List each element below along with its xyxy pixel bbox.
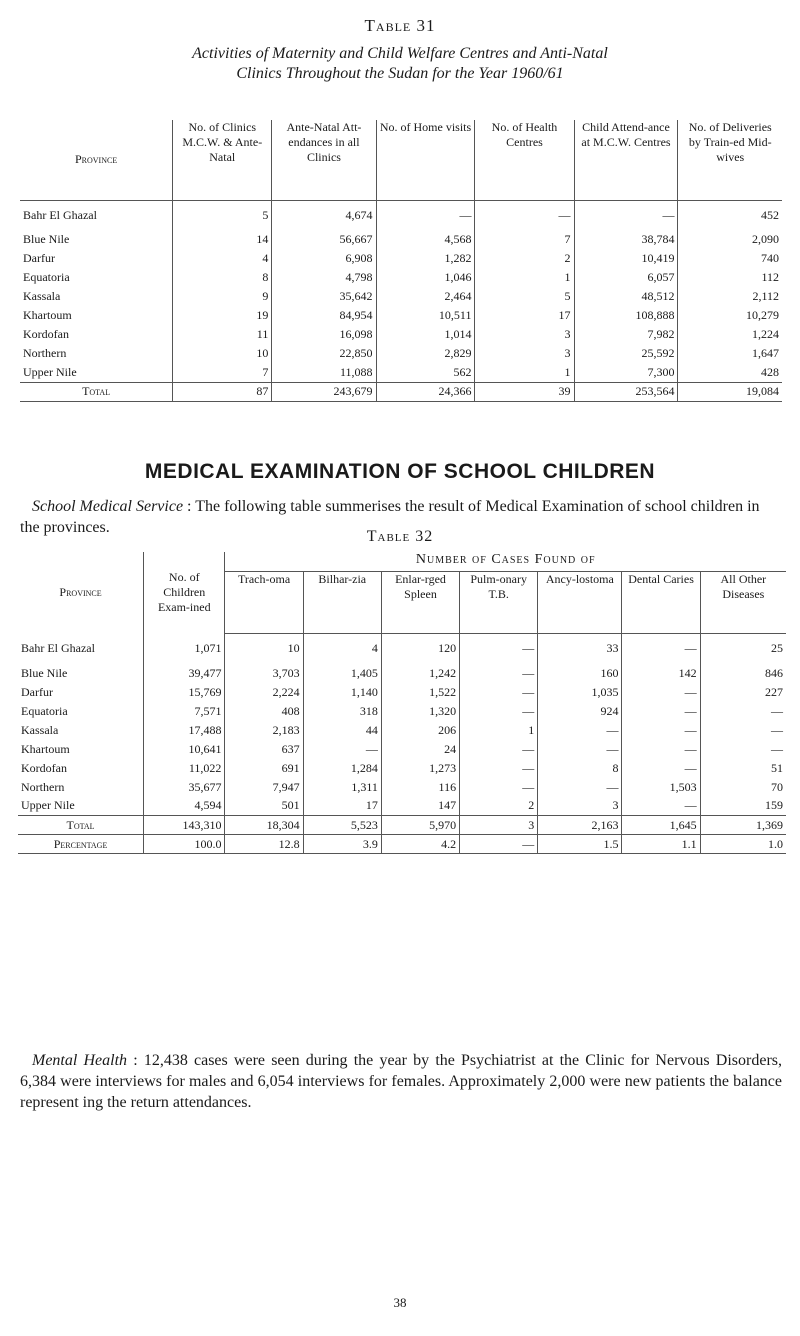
- school-exam-value-cell: 12.8: [225, 835, 303, 854]
- school-exam-table: [18, 552, 786, 854]
- school-exam-group-header: [18, 552, 786, 572]
- maternity-value-cell: 5: [173, 200, 272, 230]
- maternity-value-cell: 1,647: [678, 344, 782, 363]
- school-exam-value-cell: 2,224: [225, 683, 303, 702]
- maternity-row: [20, 200, 782, 230]
- maternity-province-cell: Khartoum: [23, 308, 72, 322]
- page-number: 38: [393, 1295, 407, 1310]
- maternity-value-cell: 112: [678, 268, 782, 287]
- school-exam-value-cell: —: [622, 721, 700, 740]
- maternity-province-cell: Equatoria: [23, 270, 70, 284]
- maternity-value-cell: —: [574, 200, 678, 230]
- table31-caption: [30, 44, 770, 84]
- school-exam-value-cell: 5,970: [381, 816, 459, 835]
- school-exam-value-cell: —: [460, 702, 538, 721]
- school-exam-value-cell: 120: [381, 634, 459, 664]
- maternity-value-cell: 16,098: [272, 325, 376, 344]
- maternity-province-cell: Bahr El Ghazal: [23, 207, 97, 222]
- maternity-row: [20, 363, 782, 382]
- maternity-value-cell: 253,564: [574, 382, 678, 401]
- school-exam-value-cell: —: [622, 797, 700, 816]
- school-exam-value-cell: 17: [303, 797, 381, 816]
- table31-caption-line2: Clinics Throughout the Sudan for the Year 1960/61: [236, 65, 564, 82]
- maternity-value-cell: 4,798: [272, 268, 376, 287]
- school-exam-value-cell: 1,071: [144, 634, 225, 664]
- school-exam-value-cell: 35,677: [144, 778, 225, 797]
- col-deliveries: No. of Deliveries by Train-ed Mid-wives: [678, 120, 782, 200]
- school-exam-province-cell: Kordofan: [21, 760, 67, 775]
- school-exam-value-cell: 160: [538, 664, 622, 683]
- school-exam-value-cell: 33: [538, 634, 622, 664]
- maternity-value-cell: 10: [173, 344, 272, 363]
- maternity-value-cell: 17: [475, 306, 574, 325]
- school-exam-province-cell: Equatoria: [21, 703, 68, 718]
- school-exam-value-cell: 44: [303, 721, 381, 740]
- school-exam-value-cell: 1,284: [303, 759, 381, 778]
- maternity-row: [20, 382, 782, 401]
- school-exam-value-cell: —: [460, 683, 538, 702]
- school-exam-value-cell: —: [700, 721, 786, 740]
- school-exam-value-cell: 1,242: [381, 664, 459, 683]
- maternity-value-cell: 56,667: [272, 230, 376, 249]
- maternity-row: [20, 287, 782, 306]
- col2-province: Province: [59, 585, 102, 600]
- maternity-row: [20, 325, 782, 344]
- maternity-value-cell: 1: [475, 363, 574, 382]
- school-exam-province-cell: Total: [18, 816, 144, 835]
- school-exam-value-cell: 4.2: [381, 835, 459, 854]
- school-exam-row: [18, 634, 786, 664]
- maternity-value-cell: 5: [475, 287, 574, 306]
- school-exam-value-cell: 924: [538, 702, 622, 721]
- school-exam-province-cell: Kassala: [21, 722, 59, 737]
- school-exam-value-cell: 5,523: [303, 816, 381, 835]
- maternity-value-cell: 1,282: [376, 249, 475, 268]
- maternity-province-cell: Darfur: [23, 251, 55, 265]
- school-exam-value-cell: 1.1: [622, 835, 700, 854]
- maternity-value-cell: 38,784: [574, 230, 678, 249]
- school-exam-value-cell: 147: [381, 797, 459, 816]
- col-clinics: No. of Clinics M.C.W. & Ante-Natal: [173, 120, 272, 200]
- table31-label: Table 31: [364, 16, 436, 35]
- school-exam-value-cell: 143,310: [144, 816, 225, 835]
- school-exam-value-cell: 10,641: [144, 740, 225, 759]
- school-exam-value-cell: 39,477: [144, 664, 225, 683]
- maternity-value-cell: 4: [173, 249, 272, 268]
- school-exam-value-cell: 3,703: [225, 664, 303, 683]
- school-exam-value-cell: 159: [700, 797, 786, 816]
- school-exam-value-cell: 3.9: [303, 835, 381, 854]
- maternity-province-cell: Kassala: [23, 289, 61, 303]
- school-exam-value-cell: —: [538, 778, 622, 797]
- school-exam-province-cell: Bahr El Ghazal: [21, 641, 95, 655]
- school-exam-value-cell: 501: [225, 797, 303, 816]
- maternity-value-cell: 1,224: [678, 325, 782, 344]
- school-exam-value-cell: 100.0: [144, 835, 225, 854]
- maternity-value-cell: —: [376, 200, 475, 230]
- school-exam-row: [18, 835, 786, 854]
- maternity-value-cell: 7,982: [574, 325, 678, 344]
- mental-health-paragraph: [20, 1050, 782, 1113]
- school-exam-province-cell: Khartoum: [21, 741, 70, 756]
- school-exam-value-cell: —: [460, 740, 538, 759]
- school-exam-value-cell: 1.0: [700, 835, 786, 854]
- school-exam-row: [18, 721, 786, 740]
- school-exam-row: [18, 797, 786, 816]
- col-health-centres: No. of Health Centres: [475, 120, 574, 200]
- school-exam-value-cell: 1.5: [538, 835, 622, 854]
- school-exam-value-cell: —: [700, 702, 786, 721]
- maternity-row: [20, 268, 782, 287]
- maternity-value-cell: 2,464: [376, 287, 475, 306]
- school-exam-value-cell: —: [460, 664, 538, 683]
- school-exam-value-cell: 408: [225, 702, 303, 721]
- maternity-value-cell: 10,419: [574, 249, 678, 268]
- maternity-value-cell: 7,300: [574, 363, 678, 382]
- school-exam-value-cell: 1,140: [303, 683, 381, 702]
- maternity-value-cell: 6,908: [272, 249, 376, 268]
- school-exam-value-cell: 10: [225, 634, 303, 664]
- maternity-value-cell: 740: [678, 249, 782, 268]
- mental-health-lead: Mental Health: [32, 1052, 128, 1069]
- maternity-value-cell: 3: [475, 344, 574, 363]
- maternity-province-cell: Kordofan: [23, 327, 69, 341]
- school-exam-value-cell: 1: [460, 721, 538, 740]
- school-exam-value-cell: —: [303, 740, 381, 759]
- maternity-province-cell: Northern: [23, 346, 67, 360]
- maternity-value-cell: 428: [678, 363, 782, 382]
- school-exam-value-cell: 7,571: [144, 702, 225, 721]
- maternity-province-cell: Upper Nile: [23, 364, 77, 379]
- school-exam-row: [18, 778, 786, 797]
- school-exam-value-cell: 24: [381, 740, 459, 759]
- school-exam-value-cell: 142: [622, 664, 700, 683]
- school-exam-value-cell: 3: [538, 797, 622, 816]
- school-exam-value-cell: —: [460, 778, 538, 797]
- school-exam-value-cell: 11,022: [144, 759, 225, 778]
- maternity-province-cell: Total: [20, 382, 173, 401]
- school-exam-value-cell: 25: [700, 634, 786, 664]
- col2-examined: No. of Children Exam-ined: [144, 552, 225, 634]
- school-exam-value-cell: 1,320: [381, 702, 459, 721]
- maternity-value-cell: 2,112: [678, 287, 782, 306]
- maternity-value-cell: 10,511: [376, 306, 475, 325]
- school-exam-value-cell: 318: [303, 702, 381, 721]
- school-exam-value-cell: —: [622, 634, 700, 664]
- col2-spleen: Enlar-rged Spleen: [381, 572, 459, 634]
- maternity-row: [20, 249, 782, 268]
- maternity-value-cell: 1,014: [376, 325, 475, 344]
- maternity-row: [20, 230, 782, 249]
- maternity-table-header: [20, 120, 782, 200]
- maternity-value-cell: 6,057: [574, 268, 678, 287]
- school-exam-row: [18, 759, 786, 778]
- school-exam-province-cell: Upper Nile: [21, 798, 75, 813]
- maternity-value-cell: 22,850: [272, 344, 376, 363]
- school-exam-province-cell: Northern: [21, 779, 65, 794]
- maternity-value-cell: 19: [173, 306, 272, 325]
- maternity-value-cell: 2: [475, 249, 574, 268]
- school-exam-value-cell: 7,947: [225, 778, 303, 797]
- school-exam-value-cell: 4,594: [144, 797, 225, 816]
- col2-group: Number of Cases Found of: [225, 552, 786, 572]
- maternity-value-cell: 11: [173, 325, 272, 344]
- maternity-value-cell: 87: [173, 382, 272, 401]
- maternity-value-cell: 2,090: [678, 230, 782, 249]
- maternity-value-cell: —: [475, 200, 574, 230]
- maternity-value-cell: 9: [173, 287, 272, 306]
- maternity-value-cell: 3: [475, 325, 574, 344]
- school-exam-value-cell: —: [538, 721, 622, 740]
- school-exam-value-cell: 1,035: [538, 683, 622, 702]
- maternity-value-cell: 8: [173, 268, 272, 287]
- maternity-value-cell: 452: [678, 200, 782, 230]
- school-exam-value-cell: —: [622, 683, 700, 702]
- mental-health-text: : 12,438 cases were seen during the year by the Psychiatrist at the Clinic for Nervous Disorders, 6,384 were interviews for males and 6,054 interviews for females. Approximately 2,000 were new patients the balance represent ing the return attendances.: [20, 1052, 783, 1111]
- school-exam-value-cell: 691: [225, 759, 303, 778]
- maternity-value-cell: 19,084: [678, 382, 782, 401]
- maternity-value-cell: 11,088: [272, 363, 376, 382]
- maternity-value-cell: 7: [173, 363, 272, 382]
- school-exam-value-cell: 4: [303, 634, 381, 664]
- maternity-table: [20, 120, 782, 402]
- school-exam-value-cell: 15,769: [144, 683, 225, 702]
- maternity-value-cell: 1,046: [376, 268, 475, 287]
- school-exam-value-cell: —: [538, 740, 622, 759]
- school-exam-value-cell: 8: [538, 759, 622, 778]
- school-exam-row: [18, 664, 786, 683]
- school-exam-value-cell: —: [622, 702, 700, 721]
- col2-tb: Pulm-onary T.B.: [460, 572, 538, 634]
- school-exam-province-cell: Blue Nile: [21, 665, 68, 680]
- maternity-value-cell: 84,954: [272, 306, 376, 325]
- col2-other: All Other Diseases: [700, 572, 786, 634]
- school-exam-value-cell: —: [700, 740, 786, 759]
- school-exam-value-cell: 1,273: [381, 759, 459, 778]
- col-province: Province: [20, 120, 173, 200]
- school-exam-value-cell: 70: [700, 778, 786, 797]
- maternity-value-cell: 108,888: [574, 306, 678, 325]
- school-exam-value-cell: —: [460, 835, 538, 854]
- school-exam-value-cell: 51: [700, 759, 786, 778]
- table31-caption-line1: Activities of Maternity and Child Welfare Centres and Anti-Natal: [192, 45, 608, 62]
- col-antenatal: Ante-Natal Att-endances in all Clinics: [272, 120, 376, 200]
- school-exam-row: [18, 683, 786, 702]
- school-exam-value-cell: —: [622, 740, 700, 759]
- school-exam-value-cell: —: [460, 634, 538, 664]
- school-exam-value-cell: 1,522: [381, 683, 459, 702]
- school-exam-value-cell: 1,503: [622, 778, 700, 797]
- school-exam-row: [18, 702, 786, 721]
- maternity-row: [20, 344, 782, 363]
- maternity-row: [20, 306, 782, 325]
- maternity-value-cell: 35,642: [272, 287, 376, 306]
- school-exam-value-cell: 17,488: [144, 721, 225, 740]
- section-heading: MEDICAL EXAMINATION OF SCHOOL CHILDREN: [144, 460, 656, 483]
- school-exam-value-cell: 846: [700, 664, 786, 683]
- school-exam-value-cell: 206: [381, 721, 459, 740]
- maternity-value-cell: 25,592: [574, 344, 678, 363]
- col2-ancylostoma: Ancy-lostoma: [538, 572, 622, 634]
- intro-text: : The following table summerises the result of Medical Examination of school children in the provinces.: [20, 498, 760, 536]
- intro-lead: School Medical Service: [32, 498, 184, 515]
- col-child-attendance: Child Attend-ance at M.C.W. Centres: [574, 120, 678, 200]
- school-exam-value-cell: 18,304: [225, 816, 303, 835]
- school-exam-province-cell: Darfur: [21, 684, 53, 699]
- school-exam-value-cell: 1,311: [303, 778, 381, 797]
- maternity-value-cell: 243,679: [272, 382, 376, 401]
- maternity-value-cell: 24,366: [376, 382, 475, 401]
- school-exam-province-cell: Percentage: [18, 835, 144, 854]
- maternity-value-cell: 4,568: [376, 230, 475, 249]
- school-exam-value-cell: 1,369: [700, 816, 786, 835]
- school-exam-row: [18, 740, 786, 759]
- school-exam-row: [18, 816, 786, 835]
- school-exam-value-cell: 637: [225, 740, 303, 759]
- school-exam-value-cell: 1,645: [622, 816, 700, 835]
- maternity-value-cell: 2,829: [376, 344, 475, 363]
- maternity-value-cell: 10,279: [678, 306, 782, 325]
- maternity-value-cell: 14: [173, 230, 272, 249]
- table32-label: Table 32: [366, 528, 434, 545]
- school-exam-value-cell: 3: [460, 816, 538, 835]
- col2-bilharzia: Bilhar-zia: [303, 572, 381, 634]
- maternity-value-cell: 4,674: [272, 200, 376, 230]
- school-exam-value-cell: —: [460, 759, 538, 778]
- school-exam-value-cell: 2: [460, 797, 538, 816]
- school-exam-value-cell: 227: [700, 683, 786, 702]
- maternity-province-cell: Blue Nile: [23, 232, 70, 246]
- maternity-value-cell: 562: [376, 363, 475, 382]
- school-exam-value-cell: 116: [381, 778, 459, 797]
- school-exam-value-cell: 1,405: [303, 664, 381, 683]
- maternity-value-cell: 7: [475, 230, 574, 249]
- maternity-value-cell: 1: [475, 268, 574, 287]
- school-exam-value-cell: —: [622, 759, 700, 778]
- maternity-value-cell: 48,512: [574, 287, 678, 306]
- col2-caries: Dental Caries: [622, 572, 700, 634]
- school-exam-value-cell: 2,183: [225, 721, 303, 740]
- col2-trachoma: Trach-oma: [225, 572, 303, 634]
- col-home-visits: No. of Home visits: [376, 120, 475, 200]
- school-exam-value-cell: 2,163: [538, 816, 622, 835]
- maternity-value-cell: 39: [475, 382, 574, 401]
